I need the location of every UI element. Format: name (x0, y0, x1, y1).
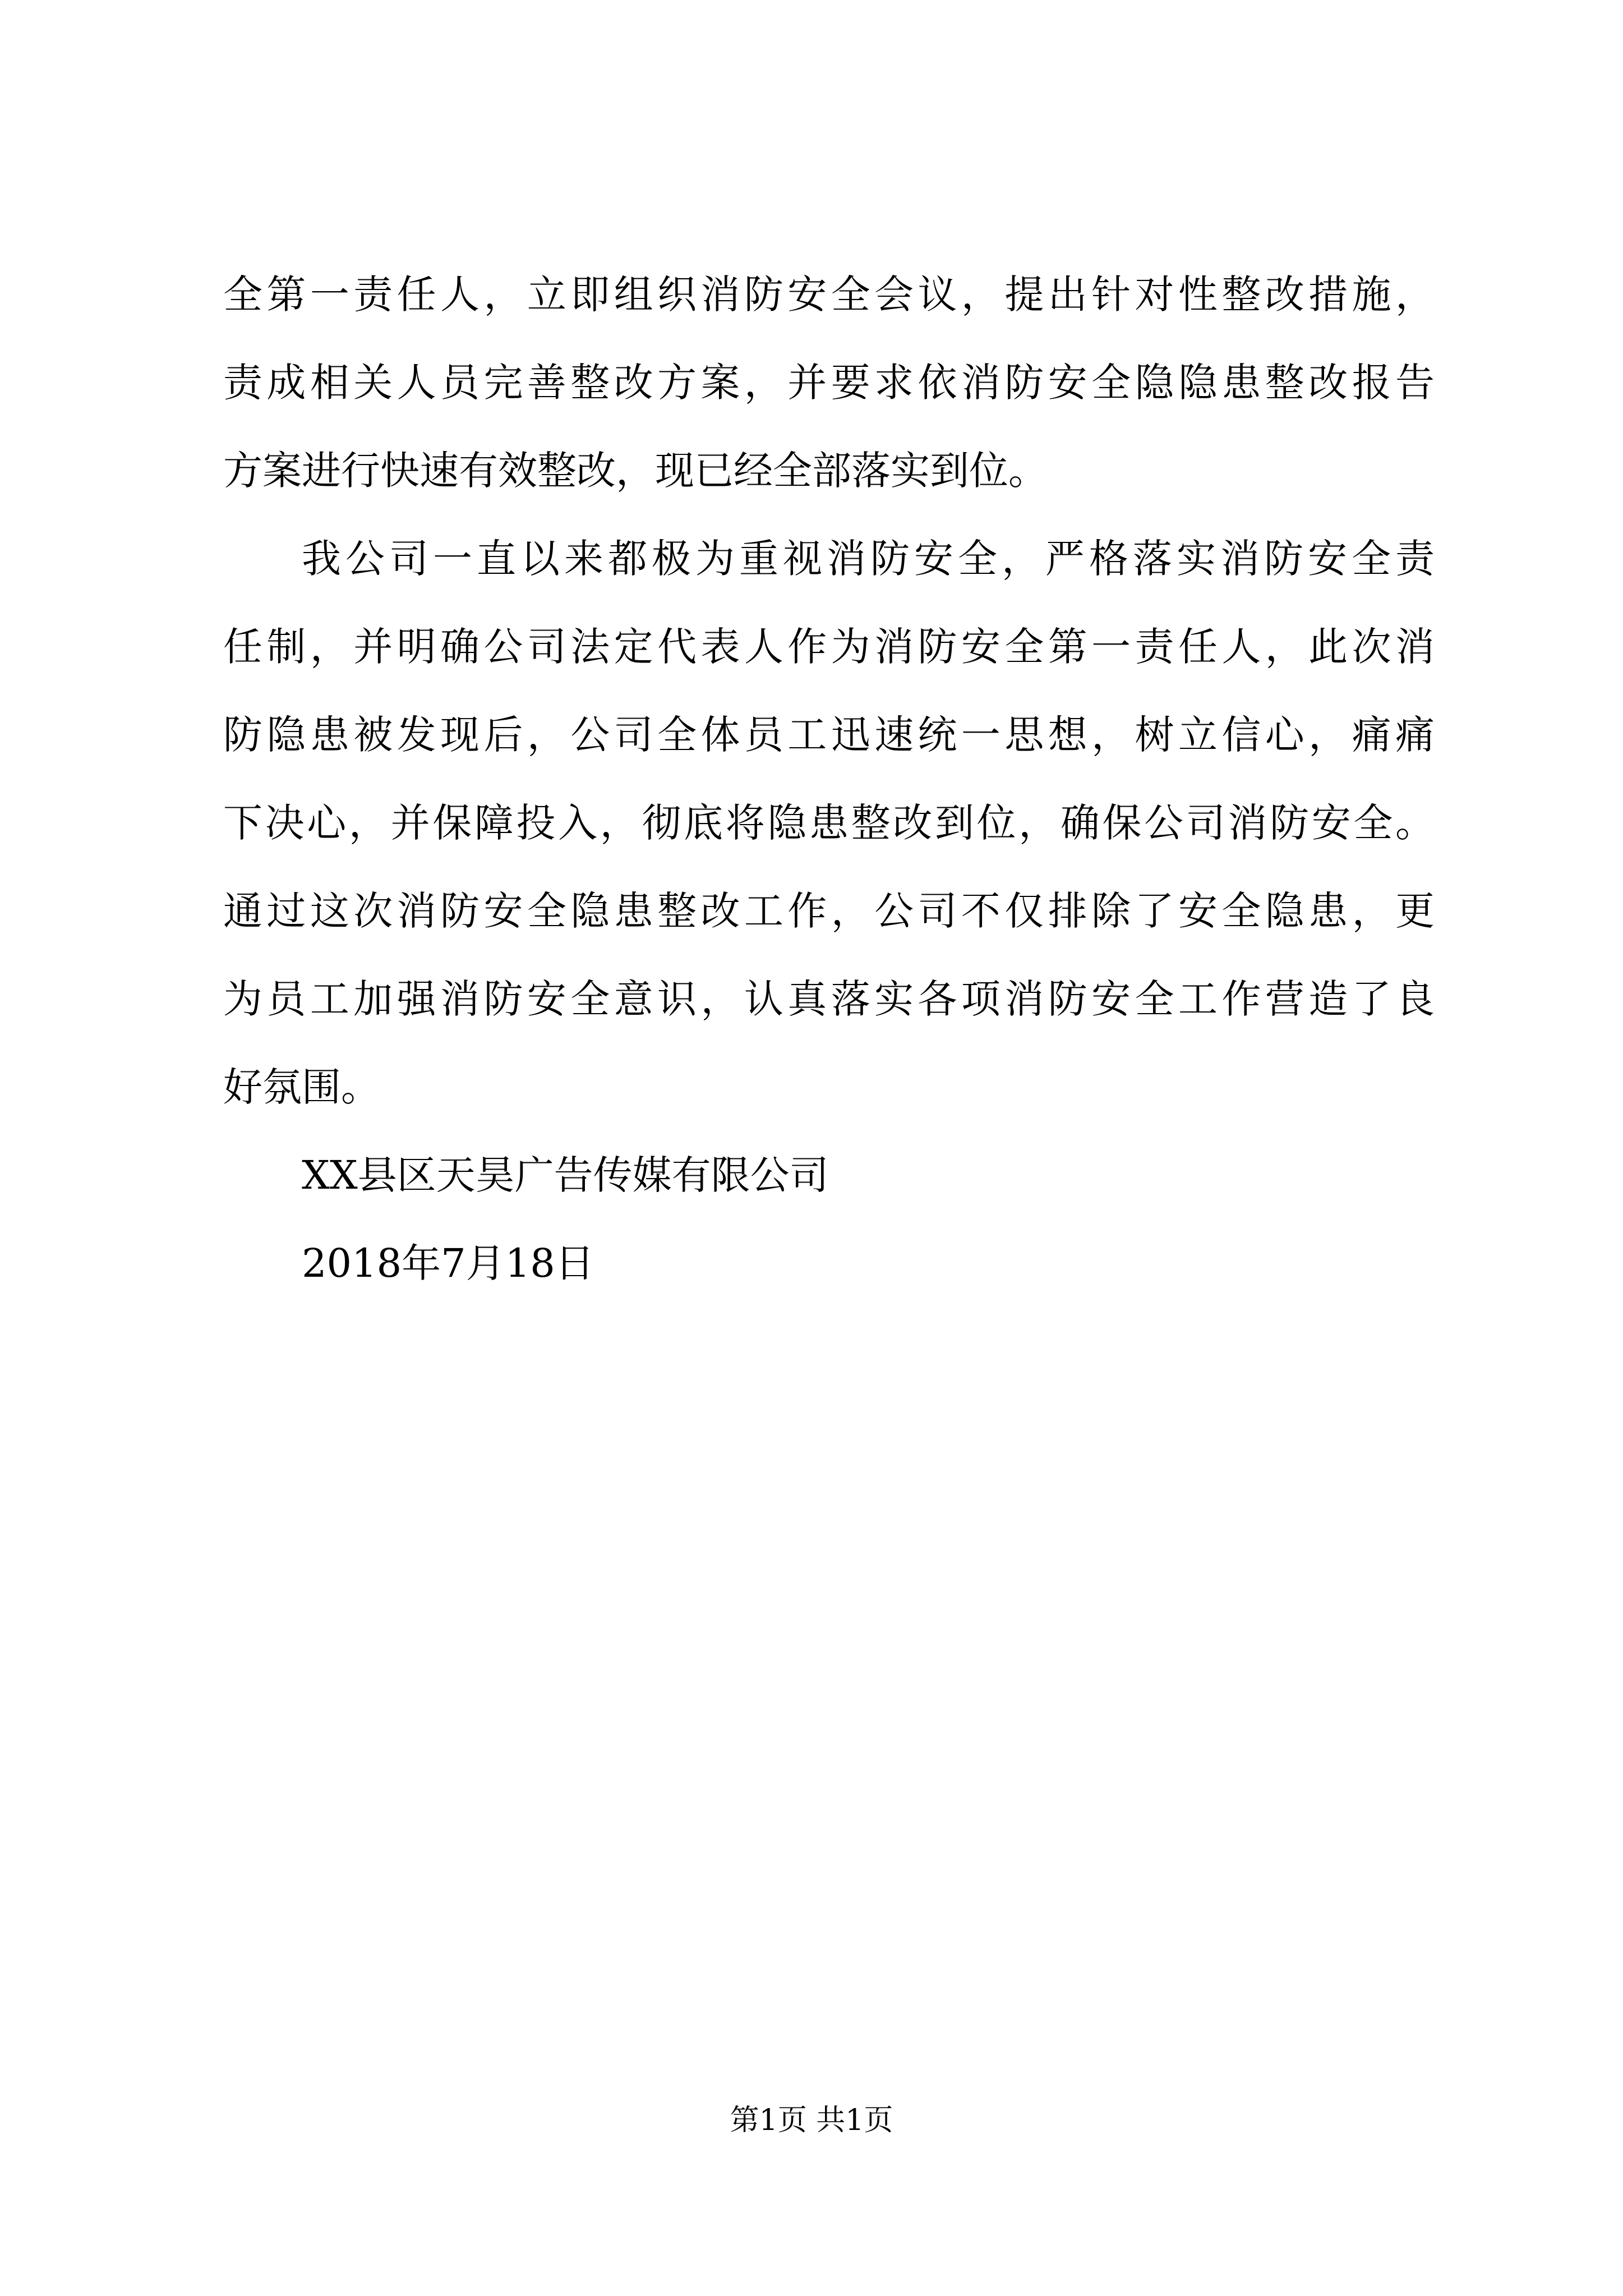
paragraph-2-line-1: 我公司一直以来都极为重视消防安全，严格落实消防安全责 (302, 536, 1435, 582)
signature-company: XX县区天昊广告传媒有限公司 (302, 1152, 829, 1198)
paragraph-2-line-4: 下决心，并保障投入，彻底将隐患整改到位，确保公司消防安全。 (223, 800, 1435, 846)
paragraph-1-line-1: 全第一责任人，立即组织消防安全会议，提出针对性整改措施， (223, 272, 1435, 318)
paragraph-2-line-3: 防隐患被发现后，公司全体员工迅速统一思想，树立信心，痛痛 (223, 712, 1435, 758)
paragraph-1-line-3: 方案进行快速有效整改，现已经全部落实到位。 (223, 448, 1048, 494)
paragraph-2-line-5: 通过这次消防安全隐患整改工作，公司不仅排除了安全隐患，更 (223, 888, 1435, 934)
paragraph-2-line-2: 任制，并明确公司法定代表人作为消防安全第一责任人，此次消 (223, 624, 1435, 670)
signature-date: 2018年7月18日 (302, 1240, 594, 1286)
page-footer: 第1页 共1页 (730, 2104, 893, 2137)
paragraph-2-line-7: 好氛围。 (223, 1064, 380, 1110)
paragraph-1-line-2: 责成相关人员完善整改方案，并要求依消防安全隐隐患整改报告 (223, 360, 1435, 406)
paragraph-2-line-6: 为员工加强消防安全意识，认真落实各项消防安全工作营造了良 (223, 976, 1435, 1022)
